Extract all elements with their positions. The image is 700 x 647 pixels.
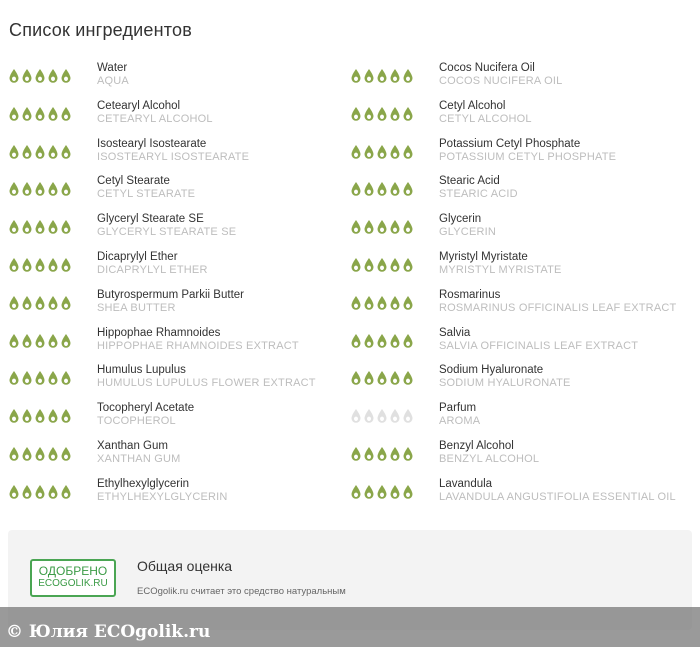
- ingredient-name[interactable]: Sodium Hyaluronate: [439, 364, 544, 377]
- ingredient-name[interactable]: Glyceryl Stearate SE: [97, 213, 204, 226]
- ingredient-row: [8, 362, 348, 400]
- ingredient-name[interactable]: Dicaprylyl Ether: [97, 250, 178, 263]
- ingredient-row: [350, 98, 690, 136]
- rating-drops-icon: [350, 181, 414, 197]
- watermark-text: © Юлия ECOgolik.ru: [6, 622, 211, 642]
- ingredient-name[interactable]: Cetyl Stearate: [97, 175, 170, 188]
- page-title: Список ингредиентов: [9, 20, 193, 40]
- rating-drops-icon: [350, 144, 414, 160]
- rating-drops-icon: [350, 106, 414, 122]
- rating-drops-icon: [8, 484, 72, 500]
- ingredient-inci: SALVIA OFFICINALIS LEAF EXTRACT: [439, 339, 639, 352]
- ingredient-inci: XANTHAN GUM: [97, 452, 181, 465]
- ingredient-inci: TOCOPHEROL: [97, 415, 176, 428]
- ingredient-name[interactable]: Isostearyl Isostearate: [97, 137, 207, 150]
- ingredient-name[interactable]: Tocopheryl Acetate: [97, 402, 195, 415]
- ingredient-row: [350, 287, 690, 325]
- ingredient-row: [350, 211, 690, 249]
- ingredient-inci: ISOSTEARYL ISOSTEARATE: [97, 150, 250, 163]
- ingredient-inci: ROSMARINUS OFFICINALIS LEAF EXTRACT: [439, 301, 677, 314]
- ingredient-row: [8, 98, 348, 136]
- ingredient-inci: BENZYL ALCOHOL: [439, 452, 540, 465]
- rating-drops-icon: [8, 68, 72, 84]
- rating-drops-icon: [8, 446, 72, 462]
- rating-drops-icon: [8, 257, 72, 273]
- ingredient-row: [350, 173, 690, 211]
- ingredient-inci: ETHYLHEXYLGLYCERIN: [97, 490, 228, 503]
- rating-drops-icon: [8, 144, 72, 160]
- rating-drops-icon: [8, 295, 72, 311]
- rating-drops-icon: [350, 295, 414, 311]
- badge-line1: ОДОБРЕНО: [38, 564, 108, 578]
- rating-drops-icon: [8, 181, 72, 197]
- rating-drops-icon: [350, 333, 414, 349]
- ingredient-row: [350, 325, 690, 363]
- rating-drops-icon: [350, 408, 414, 424]
- ingredient-row: [8, 60, 348, 98]
- ingredient-inci: GLYCERIN: [439, 226, 497, 239]
- ingredient-row: [8, 136, 348, 174]
- ingredient-row: [8, 325, 348, 363]
- summary-text: ECOgolik.ru считает это средство натуральным: [137, 586, 346, 597]
- ingredient-inci: COCOS NUCIFERA OIL: [439, 75, 563, 87]
- ingredient-name[interactable]: Ethylhexylglycerin: [97, 477, 190, 490]
- ingredient-name[interactable]: Glycerin: [439, 213, 482, 226]
- badge-line2: ECOGOLIK.RU: [38, 578, 108, 589]
- ingredient-name[interactable]: Parfum: [439, 402, 477, 415]
- ingredient-inci: SHEA BUTTER: [97, 301, 176, 314]
- ingredient-name[interactable]: Hippophae Rhamnoides: [97, 326, 221, 339]
- ingredient-inci: CETEARYL ALCOHOL: [97, 112, 213, 125]
- ingredient-name[interactable]: Rosmarinus: [439, 288, 501, 301]
- ingredient-row: [8, 173, 348, 211]
- ingredient-row: [8, 438, 348, 476]
- ingredient-row: [350, 136, 690, 174]
- rating-drops-icon: [350, 370, 414, 386]
- ingredient-inci: AROMA: [439, 415, 481, 428]
- rating-drops-icon: [8, 106, 72, 122]
- ingredient-name[interactable]: Myristyl Myristate: [439, 250, 528, 263]
- ingredient-list-left: [8, 60, 348, 514]
- ingredient-inci: GLYCERYL STEARATE SE: [97, 226, 237, 239]
- ingredient-row: [350, 60, 690, 98]
- ingredient-row: [350, 400, 690, 438]
- ingredient-row: [8, 249, 348, 287]
- ingredient-row: [8, 211, 348, 249]
- rating-drops-icon: [350, 484, 414, 500]
- rating-drops-icon: [8, 370, 72, 386]
- ingredient-name[interactable]: Butyrospermum Parkii Butter: [97, 288, 244, 301]
- ingredient-inci: HIPPOPHAE RHAMNOIDES EXTRACT: [97, 339, 299, 352]
- ingredient-name[interactable]: Xanthan Gum: [97, 439, 168, 452]
- ingredient-inci: CETYL ALCOHOL: [439, 112, 532, 125]
- ingredient-name[interactable]: Cocos Nucifera Oil: [439, 62, 535, 74]
- rating-drops-icon: [350, 257, 414, 273]
- rating-drops-icon: [8, 333, 72, 349]
- ingredient-name[interactable]: Cetyl Alcohol: [439, 99, 506, 112]
- ingredient-row: [350, 476, 690, 514]
- rating-drops-icon: [8, 219, 72, 235]
- approved-badge: [30, 559, 116, 597]
- ingredient-inci: POTASSIUM CETYL PHOSPHATE: [439, 150, 617, 163]
- rating-drops-icon: [350, 68, 414, 84]
- ingredient-name[interactable]: Potassium Cetyl Phosphate: [439, 137, 581, 150]
- ingredient-row: [350, 362, 690, 400]
- ingredient-row: [350, 438, 690, 476]
- rating-drops-icon: [350, 446, 414, 462]
- ingredient-name[interactable]: Lavandula: [439, 477, 493, 490]
- ingredient-row: [8, 476, 348, 514]
- watermark: [0, 607, 700, 647]
- ingredient-list-right: [350, 60, 690, 514]
- rating-drops-icon: [8, 408, 72, 424]
- ingredient-inci: SODIUM HYALURONATE: [439, 377, 571, 390]
- ingredient-inci: MYRISTYL MYRISTATE: [439, 263, 562, 276]
- ingredient-name[interactable]: Cetearyl Alcohol: [97, 99, 181, 112]
- ingredient-name[interactable]: Benzyl Alcohol: [439, 439, 514, 452]
- ingredient-name[interactable]: Water: [97, 62, 128, 74]
- ingredient-row: [350, 249, 690, 287]
- ingredient-name[interactable]: Salvia: [439, 326, 471, 339]
- ingredient-inci: DICAPRYLYL ETHER: [97, 263, 208, 276]
- ingredient-inci: LAVANDULA ANGUSTIFOLIA ESSENTIAL OIL: [439, 490, 676, 503]
- ingredient-row: [8, 287, 348, 325]
- ingredient-inci: STEARIC ACID: [439, 188, 518, 201]
- ingredient-name[interactable]: Humulus Lupulus: [97, 364, 186, 377]
- ingredient-inci: CETYL STEARATE: [97, 188, 196, 201]
- ingredient-inci: AQUA: [97, 75, 129, 87]
- rating-drops-icon: [350, 219, 414, 235]
- summary-title: Общая оценка: [137, 558, 233, 574]
- ingredient-inci: HUMULUS LUPULUS FLOWER EXTRACT: [97, 377, 316, 390]
- ingredient-name[interactable]: Stearic Acid: [439, 175, 500, 188]
- ingredient-row: [8, 400, 348, 438]
